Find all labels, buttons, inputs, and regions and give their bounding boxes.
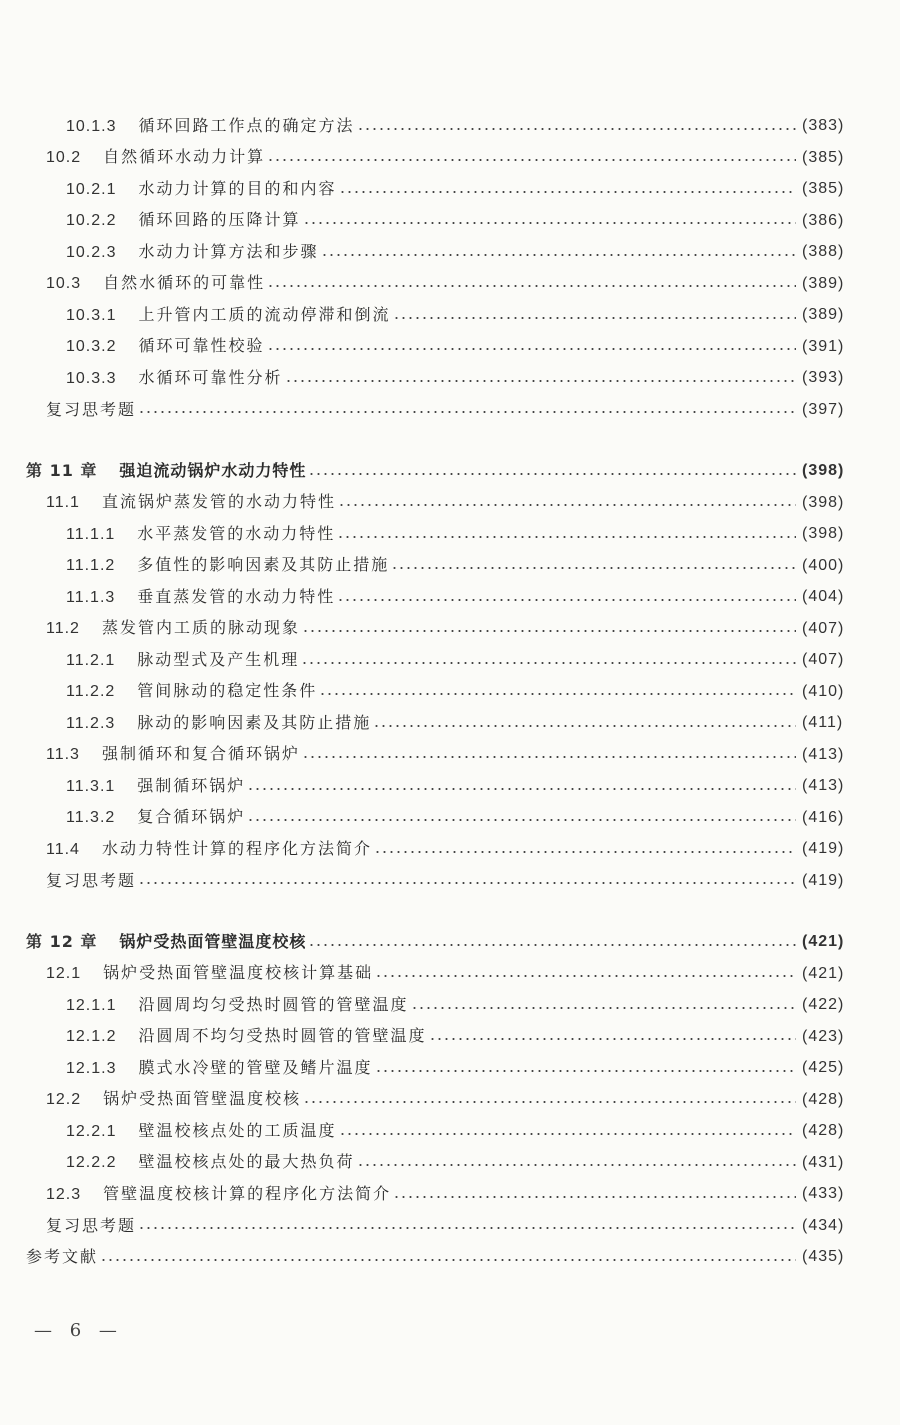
toc-entry-page: (400): [802, 556, 845, 574]
toc-entry-sub[interactable]: [0, 110, 900, 142]
toc-entry-lead: [46, 957, 373, 990]
toc-entry-number: 11.3: [46, 746, 80, 763]
toc-entry-sec[interactable]: [0, 268, 900, 300]
toc-entry-title: 复习思考题: [46, 1215, 137, 1235]
toc-entry-page: (419): [802, 840, 845, 857]
dot-leader: [357, 1164, 797, 1166]
toc-entry-lead: [66, 549, 389, 582]
toc-entry-title: 管壁温度校核计算的程序化方法简介: [103, 1183, 392, 1203]
toc-entry-page: (385): [802, 148, 845, 166]
toc-entry-number: 10.2: [46, 149, 82, 166]
toc-entry-lead: [66, 173, 337, 206]
toc-entry-page: (431): [802, 1153, 845, 1171]
toc-entry-title: 上升管内工质的流动停滞和倒流: [138, 304, 391, 324]
toc-entry-lead: [26, 1241, 98, 1273]
section-gap: [0, 425, 900, 455]
toc-entry-title: 复习思考题: [46, 399, 137, 419]
toc-entry-sub[interactable]: [0, 362, 900, 394]
toc-entry-title: 管间脉动的稳定性条件: [137, 681, 318, 700]
toc-entry-title: 直流锅炉蒸发管的水动力特性: [101, 492, 336, 511]
toc-entry-number: 11.4: [46, 840, 80, 858]
toc-entry-lead: [66, 675, 317, 708]
toc-entry-number: 12.1.1: [66, 996, 117, 1014]
toc-entry-sub[interactable]: [0, 1021, 900, 1053]
toc-entry-page: (407): [802, 651, 845, 668]
toc-entry-lead: [66, 801, 245, 834]
toc-entry-number: 10.1.3: [66, 117, 117, 135]
toc-entry-sub[interactable]: [0, 644, 900, 676]
toc-entry-page: (391): [802, 337, 845, 355]
toc-entry-page: (407): [802, 619, 845, 637]
toc-entry-page: (413): [802, 745, 845, 763]
toc-entry-page: (389): [802, 274, 845, 292]
toc-entry-number: 11.1: [46, 494, 80, 511]
toc-entry-lead: [46, 738, 300, 771]
dot-leader: [138, 411, 796, 413]
toc-entry-title: 强制循环和复合循环锅炉: [101, 744, 300, 763]
toc-entry-misc[interactable]: [0, 1210, 900, 1242]
toc-entry-title: 多值性的影响因素及其防止措施: [137, 555, 390, 574]
dot-leader: [393, 317, 797, 319]
toc-entry-title: 循环回路的压降计算: [138, 210, 301, 229]
toc-entry-lead: [66, 1020, 427, 1053]
toc-entry-misc[interactable]: [0, 865, 900, 897]
toc-entry-sec[interactable]: [0, 739, 900, 771]
toc-entry-top[interactable]: [0, 1241, 900, 1273]
toc-entry-lead: [66, 518, 335, 551]
toc-entry-title: 复合循环锅炉: [137, 807, 246, 826]
toc-entry-number: 10.2.2: [66, 212, 117, 229]
toc-entry-sub[interactable]: [0, 676, 900, 708]
toc-entry-sub[interactable]: [0, 707, 900, 739]
dot-leader: [337, 536, 796, 538]
toc-entry-lead: [46, 486, 336, 519]
toc-entry-sub[interactable]: [0, 581, 900, 613]
toc-entry-number: 11.2.2: [66, 683, 116, 700]
section-gap: [0, 896, 900, 926]
toc-entry-title: 自然水循环的可靠性: [103, 273, 266, 292]
dot-leader: [339, 191, 797, 193]
toc-entry-sub[interactable]: [0, 802, 900, 834]
toc-entry-lead: [66, 330, 265, 363]
toc-entry-sec[interactable]: [0, 613, 900, 645]
toc-entry-title: 水动力特性计算的程序化方法简介: [101, 838, 372, 858]
toc-entry-title: 水平蒸发管的水动力特性: [137, 523, 336, 543]
dot-leader: [138, 882, 796, 884]
toc-entry-page: (385): [802, 180, 845, 197]
toc-entry-title: 强迫流动锅炉水动力特性: [119, 461, 307, 480]
toc-entry-page: (428): [802, 1122, 845, 1139]
toc-entry-lead: [46, 833, 372, 866]
toc-entry-page: (398): [802, 525, 845, 542]
toc-entry-title: 蒸发管内工质的脉动现象: [101, 618, 300, 637]
toc-entry-title: 锅炉受热面管壁温度校核: [119, 932, 307, 951]
toc-entry-lead: [66, 707, 371, 740]
toc-entry-number: 11.1.2: [66, 557, 116, 574]
dot-leader: [303, 1101, 796, 1103]
toc-entry-page: (393): [802, 369, 845, 386]
toc-entry-title: 垂直蒸发管的水动力特性: [137, 586, 336, 606]
toc-entry-title: 壁温校核点处的工质温度: [138, 1120, 337, 1140]
toc-entry-number: 10.3.2: [66, 338, 117, 355]
table-of-contents: [0, 110, 900, 1273]
toc-entry-sub[interactable]: [0, 173, 900, 205]
toc-entry-title: 脉动的影响因素及其防止措施: [137, 712, 372, 732]
toc-entry-lead: [66, 989, 409, 1022]
toc-entry-lead: [46, 267, 265, 300]
dot-leader: [373, 725, 796, 727]
toc-entry-title: 强制循环锅炉: [137, 775, 246, 795]
toc-entry-sub[interactable]: [0, 1115, 900, 1147]
toc-entry-title: 循环可靠性校验: [138, 336, 265, 355]
toc-entry-title: 自然循环水动力计算: [103, 147, 266, 166]
toc-entry-number: 12.3: [46, 1185, 82, 1203]
toc-entry-page: (416): [802, 808, 845, 826]
toc-entry-number: 10.3: [46, 275, 82, 292]
dot-leader: [375, 975, 796, 977]
toc-entry-title: 循环回路工作点的确定方法: [138, 115, 355, 135]
dot-leader: [374, 851, 796, 853]
toc-entry-title: 沿圆周不均匀受热时圆管的管壁温度: [138, 1026, 427, 1045]
toc-entry-number: 11.1.3: [66, 588, 116, 606]
toc-entry-number: 12.1: [46, 965, 82, 982]
toc-entry-page: (388): [802, 243, 845, 260]
dot-leader: [321, 254, 797, 256]
toc-entry-sec[interactable]: [0, 1178, 900, 1210]
toc-entry-title: 水循环可靠性分析: [138, 367, 283, 387]
toc-entry-page: (423): [802, 1027, 845, 1045]
dot-leader: [267, 159, 796, 161]
toc-entry-number: 10.2.3: [66, 243, 117, 261]
toc-entry-lead: [46, 394, 136, 426]
toc-entry-sub[interactable]: [0, 1052, 900, 1084]
dot-leader: [247, 788, 796, 790]
page-number: — 6 —: [34, 1320, 123, 1341]
dot-leader: [339, 1133, 797, 1135]
toc-entry-page: (425): [802, 1059, 845, 1076]
toc-entry-page: (422): [802, 996, 845, 1013]
toc-entry-title: 参考文献: [26, 1247, 99, 1266]
dot-leader: [303, 222, 797, 224]
dot-leader: [247, 819, 796, 821]
toc-entry-lead: [66, 299, 391, 332]
toc-entry-number: 12.1.2: [66, 1028, 117, 1045]
toc-entry-lead: [26, 926, 306, 958]
toc-entry-sub[interactable]: [0, 331, 900, 363]
toc-entry-lead: [26, 455, 306, 487]
toc-entry-title: 锅炉受热面管壁温度校核计算基础: [103, 963, 374, 982]
toc-entry-lead: [46, 1210, 136, 1242]
toc-entry-page: (435): [802, 1248, 845, 1265]
dot-leader: [391, 567, 796, 569]
toc-entry-number: 11.2: [46, 620, 80, 637]
toc-entry-page: (397): [802, 400, 845, 418]
toc-entry-number: 11.3.2: [66, 809, 116, 826]
toc-entry-number: 12.2.1: [66, 1122, 117, 1140]
toc-entry-title: 膜式水冷壁的管壁及鳍片温度: [138, 1057, 373, 1077]
toc-entry-title: 水动力计算的目的和内容: [138, 178, 337, 198]
toc-entry-sec[interactable]: [0, 958, 900, 990]
toc-entry-page: (386): [802, 211, 845, 229]
toc-entry-lead: [66, 1052, 373, 1085]
dot-leader: [301, 662, 796, 664]
toc-entry-page: (434): [802, 1216, 845, 1234]
toc-entry-page: (389): [802, 306, 845, 323]
toc-entry-sub[interactable]: [0, 989, 900, 1021]
toc-entry-lead: [46, 612, 300, 645]
toc-entry-number: 11.1.1: [66, 525, 116, 543]
dot-leader: [338, 504, 796, 506]
toc-entry-title: 沿圆周均匀受热时圆管的管壁温度: [138, 994, 409, 1014]
dot-leader: [319, 693, 796, 695]
toc-entry-lead: [66, 110, 355, 143]
dot-leader: [302, 630, 796, 632]
toc-entry-sub[interactable]: [0, 550, 900, 582]
toc-entry-page: (398): [802, 462, 845, 479]
toc-entry-sec[interactable]: [0, 1084, 900, 1116]
toc-entry-lead: [66, 236, 319, 269]
toc-entry-title: 脉动型式及产生机理: [137, 649, 300, 669]
toc-entry-page: (404): [802, 588, 845, 605]
toc-entry-number: 第 12 章: [26, 932, 98, 951]
toc-entry-page: (421): [802, 933, 845, 950]
toc-entry-lead: [46, 1083, 301, 1116]
toc-entry-lead: [46, 141, 265, 174]
toc-entry-sub[interactable]: [0, 236, 900, 268]
dot-leader: [429, 1038, 797, 1040]
toc-entry-sec[interactable]: [0, 833, 900, 865]
dot-leader: [393, 1196, 796, 1198]
toc-entry-sub[interactable]: [0, 1147, 900, 1179]
toc-entry-sec[interactable]: [0, 487, 900, 519]
toc-entry-lead: [46, 1178, 391, 1211]
toc-entry-sub[interactable]: [0, 770, 900, 802]
toc-entry-number: 12.1.3: [66, 1059, 117, 1077]
dot-leader: [302, 756, 796, 758]
toc-entry-lead: [66, 1146, 355, 1179]
toc-entry-lead: [66, 581, 335, 614]
toc-entry-lead: [66, 644, 299, 677]
toc-entry-page: (433): [802, 1185, 845, 1202]
toc-entry-sub[interactable]: [0, 518, 900, 550]
toc-entry-title: 壁温校核点处的最大热负荷: [138, 1152, 355, 1171]
dot-leader: [375, 1070, 797, 1072]
toc-entry-page: (398): [802, 493, 845, 511]
toc-entry-number: 10.3.3: [66, 369, 117, 387]
toc-entry-page: (383): [802, 117, 845, 134]
toc-entry-number: 11.2.3: [66, 714, 116, 732]
toc-entry-chapter[interactable]: [0, 455, 900, 487]
dot-leader: [337, 599, 796, 601]
dot-leader: [267, 285, 796, 287]
toc-entry-number: 11.3.1: [66, 777, 116, 795]
dot-leader: [100, 1259, 796, 1261]
toc-entry-lead: [66, 362, 283, 395]
dot-leader: [308, 944, 796, 946]
toc-entry-page: (419): [802, 871, 845, 889]
toc-entry-number: 12.2: [46, 1091, 82, 1108]
toc-entry-title: 复习思考题: [46, 870, 137, 890]
toc-entry-chapter[interactable]: [0, 926, 900, 958]
dot-leader: [308, 473, 796, 475]
dot-leader: [138, 1227, 796, 1229]
toc-entry-page: (411): [802, 714, 844, 731]
toc-entry-number: 11.2.1: [66, 651, 116, 669]
toc-entry-page: (413): [802, 777, 845, 794]
toc-entry-misc[interactable]: [0, 394, 900, 426]
dot-leader: [411, 1007, 797, 1009]
toc-entry-lead: [46, 865, 136, 897]
dot-leader: [267, 348, 797, 350]
toc-entry-number: 第 11 章: [26, 461, 98, 480]
toc-entry-sub[interactable]: [0, 299, 900, 331]
toc-entry-title: 水动力计算方法和步骤: [138, 241, 319, 261]
toc-entry-title: 锅炉受热面管壁温度校核: [103, 1089, 302, 1108]
toc-entry-lead: [66, 204, 301, 237]
toc-entry-sec[interactable]: [0, 142, 900, 174]
toc-entry-number: 10.3.1: [66, 306, 117, 324]
dot-leader: [285, 380, 797, 382]
toc-entry-number: 10.2.1: [66, 180, 117, 198]
toc-entry-number: 12.2.2: [66, 1154, 117, 1171]
dot-leader: [357, 128, 797, 130]
toc-entry-lead: [66, 1115, 337, 1148]
toc-entry-page: (421): [802, 964, 845, 982]
toc-entry-page: (428): [802, 1090, 845, 1108]
toc-entry-sub[interactable]: [0, 205, 900, 237]
toc-entry-page: (410): [802, 682, 845, 700]
toc-entry-lead: [66, 770, 245, 803]
